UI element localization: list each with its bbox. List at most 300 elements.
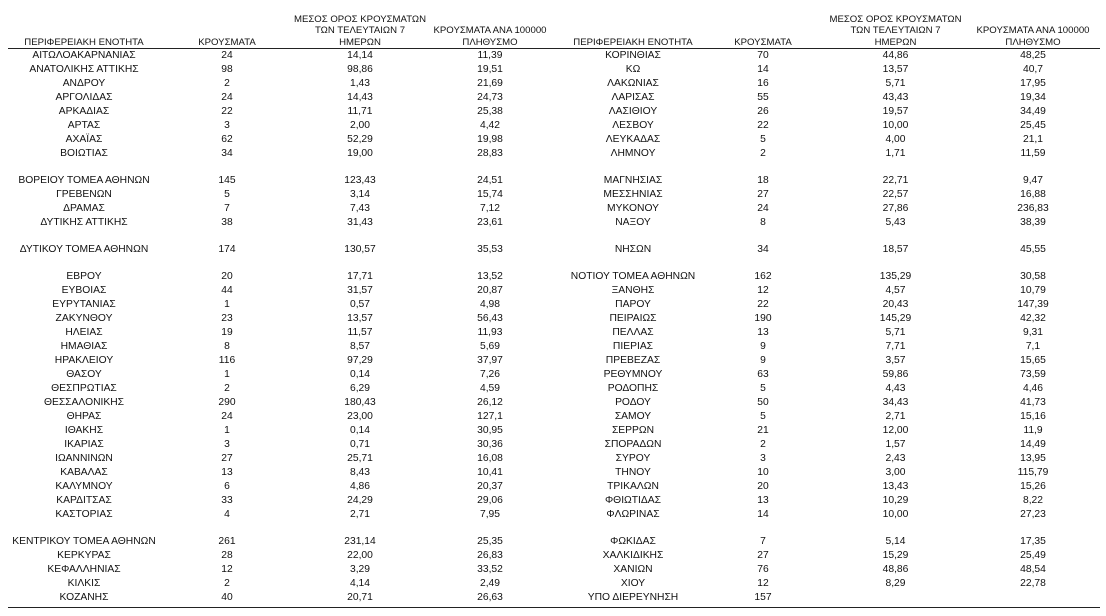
header-cases bbox=[718, 4, 808, 48]
avg7-cell: 4,14 bbox=[349, 578, 371, 589]
avg7-cell: 0,71 bbox=[349, 439, 371, 450]
header-region-label: ΠΕΡΙΦΕΡΕΙΑΚΗ ΕΝΟΤΗΤΑ bbox=[24, 36, 144, 48]
region-cell: ΙΩΑΝΝΙΝΩΝ bbox=[55, 453, 113, 464]
avg7-cell: 2,00 bbox=[349, 120, 371, 131]
region-cell: ΠΡΕΒΕΖΑΣ bbox=[605, 355, 661, 366]
region-cell: ΦΘΙΩΤΙΔΑΣ bbox=[604, 495, 662, 506]
region-cell: ΤΗΝΟΥ bbox=[615, 467, 651, 478]
avg7-cell: 123,43 bbox=[344, 175, 376, 186]
per100k-cell: 10,41 bbox=[477, 467, 503, 478]
cases-cell: 14 bbox=[757, 64, 769, 75]
avg7-cell: 2,43 bbox=[885, 453, 906, 464]
region-cell: ΒΟΙΩΤΙΑΣ bbox=[60, 148, 108, 159]
region-cell: ΕΥΒΟΙΑΣ bbox=[61, 285, 107, 296]
per100k-cell: 20,87 bbox=[477, 285, 503, 296]
region-cell: ΞΑΝΘΗΣ bbox=[611, 285, 655, 296]
cases-cell: 23 bbox=[221, 313, 233, 324]
header-region-label: ΠΕΡΙΦΕΡΕΙΑΚΗ ΕΝΟΤΗΤΑ bbox=[573, 36, 693, 48]
cases-cell: 13 bbox=[757, 495, 769, 506]
region-cell: ΡΟΔΟΠΗΣ bbox=[607, 383, 659, 394]
cases-cell: 22 bbox=[757, 299, 769, 310]
table-row bbox=[553, 438, 1106, 452]
table-row bbox=[0, 508, 553, 522]
cases-cell: 14 bbox=[757, 509, 769, 520]
cases-cell: 2 bbox=[224, 383, 230, 394]
avg7-cell: 48,86 bbox=[882, 564, 909, 575]
region-cell: ΘΑΣΟΥ bbox=[66, 369, 102, 380]
table-row bbox=[0, 49, 553, 63]
region-cell: ΣΕΡΡΩΝ bbox=[611, 425, 655, 436]
region-cell: ΔΥΤΙΚΟΥ ΤΟΜΕΑ ΑΘΗΝΩΝ bbox=[19, 244, 149, 255]
region-cell: ΙΚΑΡΙΑΣ bbox=[64, 439, 104, 450]
per100k-cell: 13,95 bbox=[1020, 453, 1046, 464]
avg7-cell: 145,29 bbox=[879, 313, 912, 324]
per100k-cell: 11,59 bbox=[1020, 148, 1046, 159]
avg7-cell: 5,14 bbox=[885, 536, 906, 547]
per100k-cell: 30,36 bbox=[477, 439, 503, 450]
per100k-cell: 27,23 bbox=[1020, 509, 1046, 520]
avg7-cell: 1,43 bbox=[349, 78, 371, 89]
avg7-cell: 20,43 bbox=[882, 299, 909, 310]
per100k-cell: 25,35 bbox=[477, 536, 503, 547]
per100k-cell: 8,22 bbox=[1022, 495, 1044, 506]
region-cell: ΛΑΡΙΣΑΣ bbox=[611, 92, 655, 103]
cases-cell: 98 bbox=[221, 64, 233, 75]
table-row bbox=[0, 410, 553, 424]
table-row bbox=[0, 424, 553, 438]
table-row bbox=[553, 480, 1106, 494]
table-row bbox=[553, 147, 1106, 161]
per100k-cell: 28,83 bbox=[477, 148, 503, 159]
table-row bbox=[553, 424, 1106, 438]
region-cell: ΝΟΤΙΟΥ ΤΟΜΕΑ ΑΘΗΝΩΝ bbox=[570, 271, 696, 282]
cases-cell: 34 bbox=[221, 148, 233, 159]
per100k-cell: 20,37 bbox=[477, 481, 503, 492]
cases-cell: 190 bbox=[754, 313, 772, 324]
region-cell: ΣΠΟΡΑΔΩΝ bbox=[604, 439, 662, 450]
per100k-cell: 26,83 bbox=[477, 550, 503, 561]
avg7-cell: 19,00 bbox=[347, 148, 373, 159]
region-cell: ΝΗΣΩΝ bbox=[614, 244, 652, 255]
table-row bbox=[553, 396, 1106, 410]
avg7-cell: 5,71 bbox=[885, 78, 906, 89]
cases-cell: 3 bbox=[224, 439, 230, 450]
cases-cell: 1 bbox=[224, 299, 230, 310]
region-cell: ΠΕΛΛΑΣ bbox=[612, 327, 654, 338]
per100k-cell: 11,93 bbox=[477, 327, 503, 338]
region-cell: ΜΥΚΟΝΟΥ bbox=[607, 203, 659, 214]
bottom-rule bbox=[8, 607, 1100, 608]
header-avg7-line: ΜΕΣΟΣ ΟΡΟΣ ΚΡΟΥΣΜΑΤΩΝ bbox=[293, 13, 427, 25]
cases-cell: 8 bbox=[224, 341, 230, 352]
region-cell: ΛΕΣΒΟΥ bbox=[612, 120, 654, 131]
cases-cell: 24 bbox=[221, 411, 233, 422]
cases-cell: 1 bbox=[224, 425, 230, 436]
table-row bbox=[0, 77, 553, 91]
table-row bbox=[0, 354, 553, 368]
avg7-cell: 25,71 bbox=[347, 453, 373, 464]
per100k-cell: 42,32 bbox=[1020, 313, 1046, 324]
table-row bbox=[0, 243, 553, 257]
cases-cell: 6 bbox=[224, 481, 230, 492]
region-cell: ΝΑΞΟΥ bbox=[615, 217, 651, 228]
region-cell: ΠΕΙΡΑΙΩΣ bbox=[609, 313, 657, 324]
table-row bbox=[0, 480, 553, 494]
table-row bbox=[0, 91, 553, 105]
per100k-cell: 25,38 bbox=[477, 106, 503, 117]
cases-cell: 50 bbox=[757, 397, 769, 408]
cases-cell: 62 bbox=[221, 134, 233, 145]
per100k-cell: 17,35 bbox=[1020, 536, 1046, 547]
region-cell: ΑΝΑΤΟΛΙΚΗΣ ΑΤΤΙΚΗΣ bbox=[29, 64, 139, 75]
per100k-cell: 236,83 bbox=[1017, 203, 1049, 214]
table-row bbox=[553, 563, 1106, 577]
avg7-cell: 130,57 bbox=[344, 244, 376, 255]
table-row bbox=[0, 105, 553, 119]
table-row bbox=[0, 188, 553, 202]
region-cell: ΣΑΜΟΥ bbox=[614, 411, 652, 422]
table-row bbox=[0, 466, 553, 480]
header-per100k-line: ΠΛΗΘΥΣΜΟ bbox=[462, 36, 518, 48]
region-cell: ΓΡΕΒΕΝΩΝ bbox=[56, 189, 112, 200]
region-cell: ΜΕΣΣΗΝΙΑΣ bbox=[603, 189, 663, 200]
header-region bbox=[553, 4, 713, 48]
table-row bbox=[0, 326, 553, 340]
region-cell: ΚΑΛΥΜΝΟΥ bbox=[55, 481, 113, 492]
per100k-cell: 30,95 bbox=[477, 425, 503, 436]
avg7-cell: 27,86 bbox=[882, 203, 909, 214]
table-row bbox=[553, 452, 1106, 466]
cases-cell: 2 bbox=[760, 439, 766, 450]
region-cell: ΔΥΤΙΚΗΣ ΑΤΤΙΚΗΣ bbox=[40, 217, 128, 228]
avg7-cell: 7,71 bbox=[885, 341, 906, 352]
cases-cell: 12 bbox=[221, 564, 233, 575]
header-avg7 bbox=[818, 4, 973, 48]
per100k-cell: 16,88 bbox=[1020, 189, 1046, 200]
region-cell: ΑΧΑΪΑΣ bbox=[65, 134, 103, 145]
cases-cell: 70 bbox=[757, 50, 769, 61]
region-cell: ΧΑΛΚΙΔΙΚΗΣ bbox=[602, 550, 664, 561]
per100k-cell: 11,9 bbox=[1023, 425, 1043, 436]
avg7-cell: 135,29 bbox=[879, 271, 912, 282]
region-cell: ΗΜΑΘΙΑΣ bbox=[60, 341, 108, 352]
per100k-cell: 23,61 bbox=[477, 217, 503, 228]
table-row bbox=[553, 577, 1106, 591]
cases-cell: 9 bbox=[760, 341, 766, 352]
table-row bbox=[553, 368, 1106, 382]
table-row bbox=[0, 174, 553, 188]
table-row bbox=[553, 63, 1106, 77]
cases-cell: 3 bbox=[760, 453, 766, 464]
header-cases-label: ΚΡΟΥΣΜΑΤΑ bbox=[198, 36, 256, 48]
cases-cell: 5 bbox=[760, 134, 766, 145]
avg7-cell: 20,71 bbox=[347, 592, 373, 603]
table-row bbox=[553, 340, 1106, 354]
per100k-cell: 7,95 bbox=[479, 509, 501, 520]
per100k-cell: 13,52 bbox=[477, 271, 503, 282]
table-row bbox=[553, 298, 1106, 312]
table-row bbox=[553, 326, 1106, 340]
avg7-cell: 0,14 bbox=[349, 425, 371, 436]
avg7-cell: 15,29 bbox=[882, 550, 909, 561]
per100k-cell: 26,12 bbox=[477, 397, 503, 408]
cases-cell: 4 bbox=[224, 509, 230, 520]
table-row bbox=[553, 494, 1106, 508]
table-row bbox=[553, 410, 1106, 424]
table-row bbox=[0, 147, 553, 161]
avg7-cell: 22,57 bbox=[882, 189, 909, 200]
header-avg7-line: ΤΩΝ ΤΕΛΕΥΤΑΙΩΝ 7 bbox=[314, 25, 406, 36]
avg7-cell: 0,14 bbox=[349, 369, 371, 380]
table-row bbox=[553, 549, 1106, 563]
avg7-cell: 23,00 bbox=[347, 411, 373, 422]
header-cases bbox=[182, 4, 272, 48]
per100k-cell: 127,1 bbox=[477, 411, 503, 422]
table-row bbox=[553, 284, 1106, 298]
avg7-cell: 24,29 bbox=[347, 495, 373, 506]
region-cell: ΛΑΚΩΝΙΑΣ bbox=[607, 78, 659, 89]
region-cell: ΠΙΕΡΙΑΣ bbox=[612, 341, 654, 352]
region-cell: ΑΡΚΑΔΙΑΣ bbox=[58, 106, 110, 117]
avg7-cell: 1,57 bbox=[885, 439, 906, 450]
cases-cell: 7 bbox=[760, 536, 766, 547]
avg7-cell: 231,14 bbox=[344, 536, 376, 547]
avg7-cell: 13,57 bbox=[882, 64, 909, 75]
table-row bbox=[553, 508, 1106, 522]
region-cell: ΛΗΜΝΟΥ bbox=[610, 148, 656, 159]
table-row bbox=[553, 591, 1106, 605]
per100k-cell: 7,12 bbox=[479, 203, 501, 214]
avg7-cell: 2,71 bbox=[349, 509, 371, 520]
cases-cell: 1 bbox=[224, 369, 230, 380]
region-cell: ΣΥΡΟΥ bbox=[615, 453, 651, 464]
table-row bbox=[553, 382, 1106, 396]
region-cell: ΚΕΝΤΡΙΚΟΥ ΤΟΜΕΑ ΑΘΗΝΩΝ bbox=[12, 536, 156, 547]
cases-cell: 76 bbox=[757, 564, 769, 575]
per100k-cell: 45,55 bbox=[1020, 244, 1046, 255]
per100k-cell: 4,46 bbox=[1022, 383, 1044, 394]
region-cell: ΖΑΚΥΝΘΟΥ bbox=[55, 313, 113, 324]
table-row bbox=[553, 174, 1106, 188]
cases-cell: 12 bbox=[757, 285, 769, 296]
avg7-cell: 18,57 bbox=[882, 244, 909, 255]
region-cell: ΛΑΣΙΘΙΟΥ bbox=[608, 106, 658, 117]
avg7-cell: 10,00 bbox=[882, 509, 909, 520]
avg7-cell: 6,29 bbox=[349, 383, 371, 394]
table-row bbox=[0, 494, 553, 508]
region-cell: ΒΟΡΕΙΟΥ ΤΟΜΕΑ ΑΘΗΝΩΝ bbox=[18, 175, 150, 186]
table-row bbox=[553, 216, 1106, 230]
avg7-cell: 31,57 bbox=[347, 285, 373, 296]
table-row bbox=[0, 312, 553, 326]
cases-cell: 2 bbox=[224, 578, 230, 589]
region-cell: ΚΕΡΚΥΡΑΣ bbox=[57, 550, 111, 561]
header-avg7-line: ΗΜΕΡΩΝ bbox=[339, 36, 381, 48]
avg7-cell: 34,43 bbox=[882, 397, 909, 408]
cases-cell: 5 bbox=[760, 411, 766, 422]
cases-cell: 290 bbox=[218, 397, 236, 408]
avg7-cell: 13,43 bbox=[882, 481, 909, 492]
per100k-cell: 37,97 bbox=[477, 355, 503, 366]
avg7-cell: 97,29 bbox=[347, 355, 373, 366]
table-row bbox=[553, 49, 1106, 63]
avg7-cell: 11,71 bbox=[347, 106, 373, 117]
table-row bbox=[553, 188, 1106, 202]
per100k-cell: 14,49 bbox=[1020, 439, 1046, 450]
per100k-cell: 147,39 bbox=[1017, 299, 1049, 310]
table-row bbox=[0, 368, 553, 382]
cases-cell: 24 bbox=[221, 50, 233, 61]
region-cell: ΚΟΖΑΝΗΣ bbox=[59, 592, 109, 603]
cases-cell: 21 bbox=[757, 425, 769, 436]
table-row bbox=[553, 91, 1106, 105]
per100k-cell: 5,69 bbox=[479, 341, 501, 352]
region-cell: ΔΡΑΜΑΣ bbox=[63, 203, 105, 214]
region-cell: ΦΩΚΙΔΑΣ bbox=[610, 536, 656, 547]
cases-cell: 24 bbox=[757, 203, 769, 214]
avg7-cell: 4,00 bbox=[885, 134, 906, 145]
per100k-cell: 17,95 bbox=[1020, 78, 1046, 89]
region-cell: ΧΑΝΙΩΝ bbox=[613, 564, 653, 575]
per100k-cell: 73,59 bbox=[1020, 369, 1046, 380]
cases-cell: 8 bbox=[760, 217, 766, 228]
per100k-cell: 24,73 bbox=[477, 92, 503, 103]
per100k-cell: 2,49 bbox=[479, 578, 501, 589]
table-row bbox=[0, 382, 553, 396]
region-cell: ΘΕΣΠΡΩΤΙΑΣ bbox=[51, 383, 117, 394]
table-row bbox=[0, 563, 553, 577]
per100k-cell: 34,49 bbox=[1020, 106, 1046, 117]
region-cell: ΚΩ bbox=[625, 64, 641, 75]
per100k-cell: 26,63 bbox=[477, 592, 503, 603]
cases-cell: 157 bbox=[754, 592, 772, 603]
region-cell: ΚΑΣΤΟΡΙΑΣ bbox=[55, 509, 113, 520]
region-cell: ΑΡΓΟΛΙΔΑΣ bbox=[55, 92, 113, 103]
per100k-cell: 25,45 bbox=[1020, 120, 1046, 131]
cases-cell: 9 bbox=[760, 355, 766, 366]
region-cell: ΘΕΣΣΑΛΟΝΙΚΗΣ bbox=[43, 397, 125, 408]
avg7-cell: 1,71 bbox=[885, 148, 906, 159]
per100k-cell: 29,06 bbox=[477, 495, 503, 506]
table-row bbox=[553, 77, 1106, 91]
cases-cell: 7 bbox=[224, 203, 230, 214]
per100k-cell: 15,65 bbox=[1020, 355, 1046, 366]
cases-cell: 13 bbox=[221, 467, 233, 478]
header-per100k-line: ΚΡΟΥΣΜΑΤΑ ΑΝΑ 100000 bbox=[976, 25, 1090, 36]
table-row bbox=[0, 133, 553, 147]
avg7-cell: 7,43 bbox=[349, 203, 371, 214]
avg7-cell: 4,86 bbox=[349, 481, 371, 492]
avg7-cell: 8,57 bbox=[349, 341, 371, 352]
region-cell: ΚΙΛΚΙΣ bbox=[67, 578, 101, 589]
table-row bbox=[0, 549, 553, 563]
avg7-cell: 22,71 bbox=[882, 175, 909, 186]
per100k-cell: 41,73 bbox=[1020, 397, 1046, 408]
avg7-cell: 14,14 bbox=[347, 50, 373, 61]
per100k-cell: 4,42 bbox=[479, 120, 501, 131]
per100k-cell: 15,74 bbox=[477, 189, 503, 200]
per100k-cell: 15,26 bbox=[1020, 481, 1046, 492]
cases-cell: 145 bbox=[218, 175, 236, 186]
avg7-cell: 3,00 bbox=[885, 467, 906, 478]
table-row bbox=[0, 270, 553, 284]
cases-cell: 27 bbox=[221, 453, 233, 464]
cases-cell: 18 bbox=[757, 175, 769, 186]
table-row bbox=[0, 202, 553, 216]
per100k-cell: 115,79 bbox=[1017, 467, 1049, 478]
per100k-cell: 19,34 bbox=[1020, 92, 1046, 103]
avg7-cell: 12,00 bbox=[882, 425, 909, 436]
per100k-cell: 38,39 bbox=[1020, 217, 1046, 228]
region-cell: ΗΡΑΚΛΕΙΟΥ bbox=[54, 355, 114, 366]
table-row bbox=[553, 535, 1106, 549]
region-cell: ΑΡΤΑΣ bbox=[67, 120, 101, 131]
table-row bbox=[0, 396, 553, 410]
avg7-cell: 31,43 bbox=[347, 217, 373, 228]
region-cell: ΚΟΡΙΝΘΙΑΣ bbox=[605, 50, 661, 61]
table-row bbox=[0, 298, 553, 312]
cases-cell: 20 bbox=[757, 481, 769, 492]
per100k-cell: 19,98 bbox=[477, 134, 503, 145]
per100k-cell: 7,26 bbox=[479, 369, 501, 380]
avg7-cell: 22,00 bbox=[347, 550, 373, 561]
region-cell: ΜΑΓΝΗΣΙΑΣ bbox=[603, 175, 663, 186]
avg7-cell: 10,29 bbox=[882, 495, 909, 506]
avg7-cell: 0,57 bbox=[349, 299, 371, 310]
header-avg7-line: ΜΕΣΟΣ ΟΡΟΣ ΚΡΟΥΣΜΑΤΩΝ bbox=[829, 13, 962, 25]
cases-cell: 13 bbox=[757, 327, 769, 338]
table-row bbox=[553, 312, 1106, 326]
header-per100k bbox=[963, 4, 1103, 48]
region-cell: ΘΗΡΑΣ bbox=[66, 411, 102, 422]
header-per100k-line: ΠΛΗΘΥΣΜΟ bbox=[1005, 36, 1061, 48]
table-row bbox=[0, 577, 553, 591]
cases-cell: 38 bbox=[221, 217, 233, 228]
table-row bbox=[553, 354, 1106, 368]
region-cell: ΡΟΔΟΥ bbox=[615, 397, 651, 408]
cases-cell: 5 bbox=[760, 383, 766, 394]
avg7-cell: 8,29 bbox=[885, 578, 906, 589]
region-cell: ΤΡΙΚΑΛΩΝ bbox=[607, 481, 659, 492]
cases-cell: 12 bbox=[757, 578, 769, 589]
per100k-cell: 10,79 bbox=[1020, 285, 1046, 296]
avg7-cell: 14,43 bbox=[347, 92, 373, 103]
per100k-cell: 33,52 bbox=[477, 564, 503, 575]
cases-cell: 16 bbox=[757, 78, 769, 89]
cases-cell: 22 bbox=[221, 106, 233, 117]
cases-cell: 34 bbox=[757, 244, 769, 255]
avg7-cell: 43,43 bbox=[882, 92, 909, 103]
region-cell: ΚΑΡΔΙΤΣΑΣ bbox=[56, 495, 112, 506]
header-region bbox=[0, 4, 168, 48]
table-row bbox=[553, 119, 1106, 133]
table-row bbox=[553, 270, 1106, 284]
header-avg7-line: ΤΩΝ ΤΕΛΕΥΤΑΙΩΝ 7 bbox=[850, 25, 941, 36]
per100k-cell: 30,58 bbox=[1020, 271, 1046, 282]
per100k-cell: 19,51 bbox=[477, 64, 503, 75]
table-row bbox=[553, 466, 1106, 480]
avg7-cell: 19,57 bbox=[882, 106, 909, 117]
header-avg7-line: ΗΜΕΡΩΝ bbox=[874, 36, 917, 48]
avg7-cell: 98,86 bbox=[347, 64, 373, 75]
avg7-cell: 180,43 bbox=[344, 397, 376, 408]
region-cell: ΕΥΡΥΤΑΝΙΑΣ bbox=[52, 299, 116, 310]
cases-cell: 261 bbox=[218, 536, 236, 547]
avg7-cell: 17,71 bbox=[347, 271, 373, 282]
per100k-cell: 9,31 bbox=[1022, 327, 1044, 338]
table-row bbox=[553, 133, 1106, 147]
table-row bbox=[0, 438, 553, 452]
